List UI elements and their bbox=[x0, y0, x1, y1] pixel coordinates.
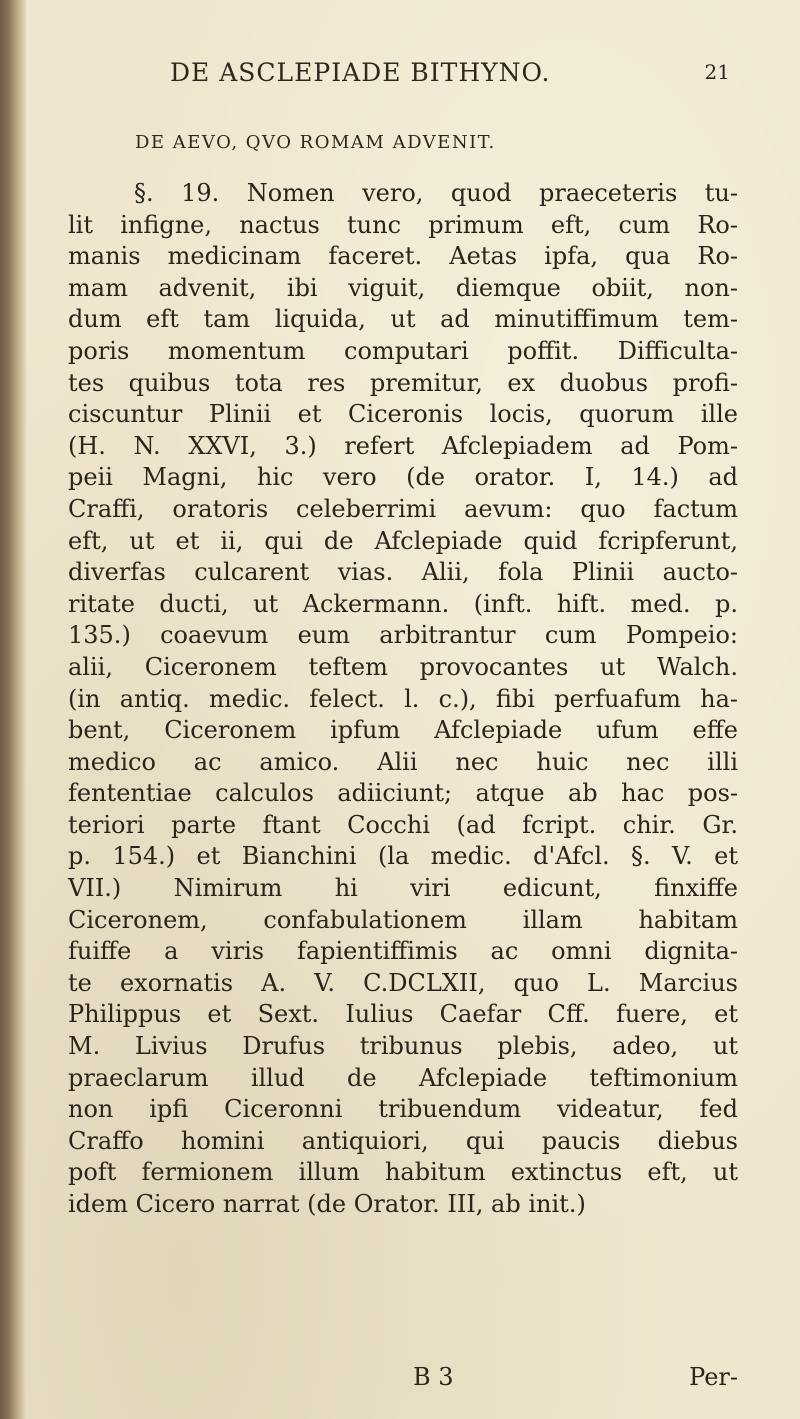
book-gutter-edge bbox=[0, 0, 26, 1419]
catchword: Per- bbox=[689, 1363, 738, 1391]
text-line: (in antiq. medic. felect. l. c.), fibi perfuafum ha- bbox=[68, 684, 738, 713]
text-line: te exornatis A. V. C.DCLXII, quo L. Marcius bbox=[68, 968, 738, 997]
text-line: dum eft tam liquida, ut ad minutiffimum tem- bbox=[68, 305, 738, 334]
text-line: poris momentum computari poffit. Difficulta- bbox=[68, 336, 738, 365]
text-line: lit infigne, nactus tunc primum eft, cum Ro- bbox=[68, 210, 738, 239]
text-line: fuiffe a viris fapientiffimis ac omni dignita- bbox=[68, 937, 738, 966]
text-line: idem Cicero narrat (de Orator. III, ab init.) bbox=[68, 1190, 586, 1218]
text-line: 135.) coaevum eum arbitrantur cum Pompeio: bbox=[68, 621, 738, 650]
text-line: (H. N. XXVI, 3.) refert Afclepiadem ad Pom- bbox=[68, 431, 738, 460]
text-line: non ipfi Ciceronni tribuendum videatur, fed bbox=[68, 1095, 738, 1124]
text-line: eft, ut et ii, qui de Afclepiade quid fcripferunt, bbox=[68, 526, 738, 555]
text-line: poft fermionem illum habitum extinctus eft, ut bbox=[68, 1158, 738, 1187]
running-title: DE ASCLEPIADE BITHYNO. bbox=[170, 58, 551, 87]
text-line: ciscuntur Plinii et Ciceronis locis, quorum ille bbox=[68, 400, 738, 429]
text-line: Craffo homini antiquiori, qui paucis diebus bbox=[68, 1126, 738, 1155]
text-line: p. 154.) et Bianchini (la medic. d'Afcl. §. V. et bbox=[68, 842, 738, 871]
text-line: tes quibus tota res premitur, ex duobus profi- bbox=[68, 368, 738, 397]
section-heading: DE AEVO, QVO ROMAM ADVENIT. bbox=[135, 132, 496, 153]
body-text bbox=[68, 178, 738, 1221]
text-line: alii, Ciceronem teftem provocantes ut Walch. bbox=[68, 652, 738, 681]
text-line: diverfas culcarent vias. Alii, fola Plinii aucto- bbox=[68, 558, 738, 587]
text-line: praeclarum illud de Afclepiade teftimonium bbox=[68, 1063, 738, 1092]
signature-mark: B 3 bbox=[413, 1363, 454, 1391]
text-line: fententiae calculos adiiciunt; atque ab hac pos- bbox=[68, 779, 738, 808]
text-line: peii Magni, hic vero (de orator. I, 14.) ad bbox=[68, 463, 738, 492]
text-line: manis medicinam faceret. Aetas ipfa, qua Ro- bbox=[68, 242, 738, 271]
text-line: Craffi, oratoris celeberrimi aevum: quo factum bbox=[68, 494, 738, 523]
text-line: Ciceronem, confabulationem illam habitam bbox=[68, 905, 738, 934]
text-line: §. 19. Nomen vero, quod praeceteris tu- bbox=[134, 179, 738, 207]
text-line: Philippus et Sext. Iulius Caefar Cff. fuere, et bbox=[68, 1000, 738, 1029]
text-line: M. Livius Drufus tribunus plebis, adeo, ut bbox=[68, 1032, 738, 1061]
text-line: teriori parte ftant Cocchi (ad fcript. chir. Gr. bbox=[68, 810, 738, 839]
text-line: bent, Ciceronem ipfum Afclepiade ufum effe bbox=[68, 716, 738, 745]
text-line: VII.) Nimirum hi viri edicunt, finxiffe bbox=[68, 874, 738, 903]
text-line: medico ac amico. Alii nec huic nec illi bbox=[68, 747, 738, 776]
text-line: ritate ducti, ut Ackermann. (inft. hift. med. p. bbox=[68, 589, 738, 618]
running-head bbox=[170, 58, 730, 98]
page-number: 21 bbox=[704, 60, 730, 84]
page-footer bbox=[68, 1363, 738, 1395]
text-line: mam advenit, ibi viguit, diemque obiit, non- bbox=[68, 273, 738, 302]
